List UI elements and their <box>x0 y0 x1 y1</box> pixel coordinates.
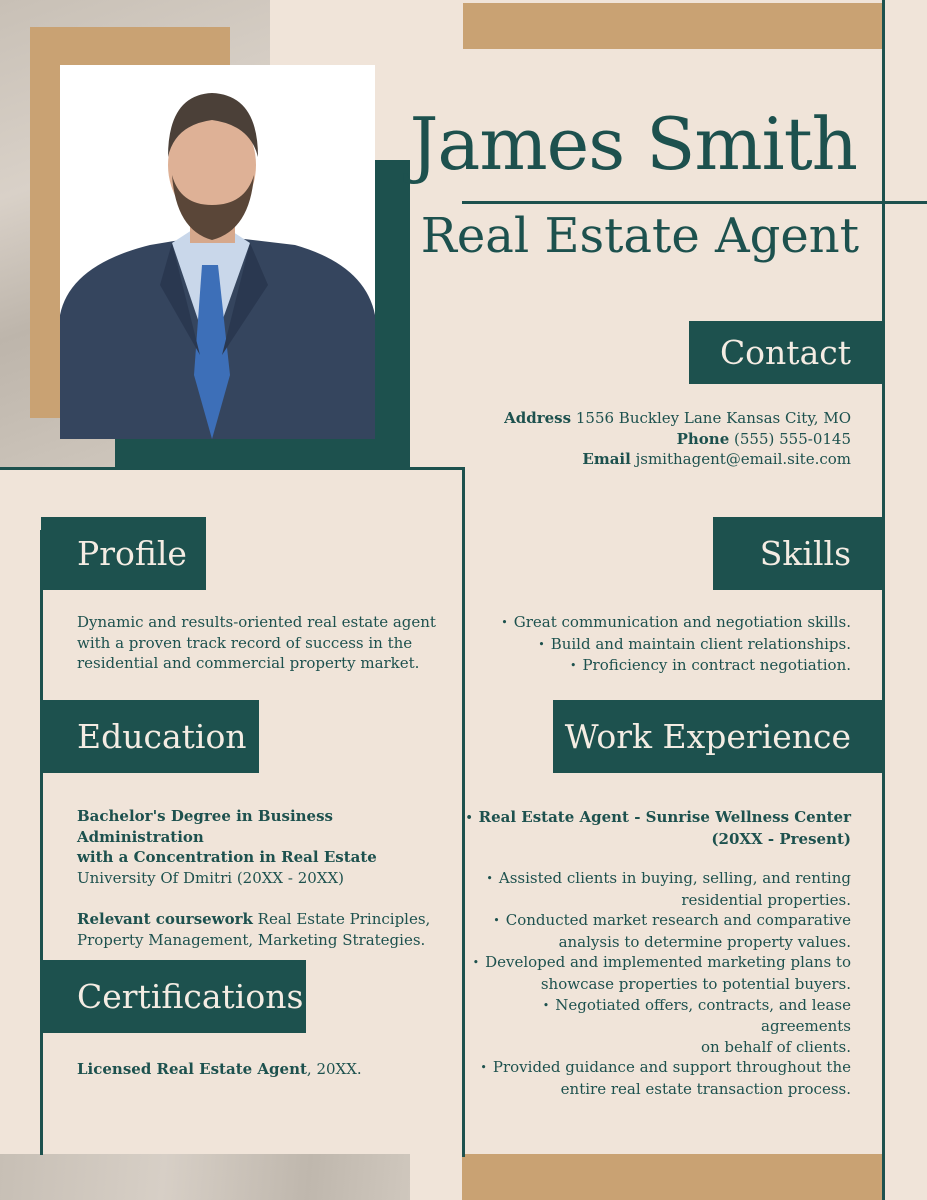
bullet-icon: • <box>465 811 473 824</box>
coursework-label: Relevant coursework <box>77 909 253 928</box>
portrait-image <box>60 65 375 439</box>
duty-text: Developed and implemented marketing plans to <box>485 953 851 972</box>
bullet-icon: • <box>486 872 493 885</box>
profile-line: Dynamic and results-oriented real estate agent <box>77 613 436 631</box>
duty-text: Provided guidance and support throughout the <box>492 1058 851 1077</box>
address-value: 1556 Buckley Lane Kansas City, MO <box>575 409 851 427</box>
duty-text: residential properties. <box>681 890 851 909</box>
list-item <box>451 910 851 952</box>
skills-heading <box>713 517 885 590</box>
list-item <box>451 952 851 994</box>
certification-name: Licensed Real Estate Agent <box>77 1060 307 1078</box>
job-title: Real Estate Agent <box>420 208 859 264</box>
role-line <box>451 807 851 829</box>
bullet-icon: • <box>472 956 480 970</box>
work-experience-heading-text: Work Experience <box>564 717 851 756</box>
degree-line: Bachelor's Degree in Business Administration <box>77 807 333 846</box>
list-item <box>471 612 851 634</box>
list-item <box>471 634 851 656</box>
duty-text: entire real estate transaction process. <box>560 1079 851 1098</box>
contact-heading <box>689 321 885 384</box>
contact-phone-row <box>451 429 851 450</box>
skill-text: Build and maintain client relationships. <box>550 634 851 653</box>
frame-line-left <box>40 530 43 1155</box>
coursework-text: Real Estate Principles, <box>252 909 431 928</box>
bullet-icon: • <box>542 998 550 1012</box>
contact-details <box>451 408 851 470</box>
contact-heading-text: Contact <box>719 333 851 372</box>
duty-text: showcase properties to potential buyers. <box>540 974 851 993</box>
profile-heading <box>41 517 206 590</box>
divider-under-name <box>462 201 927 204</box>
role-title: Real Estate Agent - Sunrise Wellness Center <box>478 808 851 826</box>
tan-accent-bar-top <box>463 3 883 49</box>
email-value[interactable]: jsmithagent@email.site.com <box>635 450 851 469</box>
bullet-icon: • <box>501 616 508 629</box>
spacer <box>77 888 447 909</box>
email-label: Email <box>582 450 631 469</box>
contact-address-row <box>451 408 851 429</box>
tan-accent-bar-bottom <box>462 1154 883 1200</box>
duty-text: Conducted market research and comparative <box>505 911 851 930</box>
certifications-heading <box>41 960 306 1033</box>
frame-line-middle <box>0 467 465 470</box>
profile-photo <box>60 65 375 439</box>
skill-text: Great communication and negotiation skills. <box>513 613 851 631</box>
list-item <box>451 868 851 910</box>
texture-background-bottom <box>0 1154 410 1200</box>
candidate-name: James Smith <box>409 102 857 186</box>
role-dates: (20XX - Present) <box>711 829 851 848</box>
contact-email-row <box>451 449 851 470</box>
education-details <box>77 806 447 950</box>
profile-line: residential and commercial property market. <box>77 654 420 673</box>
work-duties-list <box>451 868 851 1100</box>
skill-text: Proficiency in contract negotiation. <box>582 656 851 675</box>
bullet-icon: • <box>493 914 500 928</box>
list-item <box>451 1057 851 1099</box>
bullet-icon: • <box>480 1061 487 1075</box>
coursework-text: Property Management, Marketing Strategies. <box>77 930 426 949</box>
profile-summary <box>77 612 437 674</box>
frame-line-right <box>882 0 885 1200</box>
profile-heading-text: Profile <box>77 534 187 573</box>
list-item <box>471 655 851 677</box>
duty-text: on behalf of clients. <box>700 1037 851 1056</box>
bullet-icon: • <box>538 637 545 651</box>
work-experience-heading <box>553 700 885 773</box>
school-line: University Of Dmitri (20XX - 20XX) <box>77 868 345 887</box>
certification-year: , 20XX. <box>306 1060 362 1078</box>
address-label: Address <box>504 409 572 427</box>
list-item <box>451 995 851 1058</box>
profile-line: with a proven track record of success in the <box>77 633 413 652</box>
duty-text: Assisted clients in buying, selling, and renting <box>498 869 851 887</box>
coursework-row <box>77 909 447 930</box>
certifications-heading-text: Certifications <box>77 977 304 1016</box>
education-heading-text: Education <box>77 717 247 756</box>
phone-label: Phone <box>676 429 730 448</box>
education-heading <box>41 700 259 773</box>
duty-text: analysis to determine property values. <box>558 932 851 951</box>
phone-value: (555) 555-0145 <box>734 429 851 448</box>
skills-heading-text: Skills <box>759 534 851 573</box>
degree-line: with a Concentration in Real Estate <box>77 848 377 867</box>
skills-list <box>471 612 851 677</box>
work-role <box>451 807 851 849</box>
certification-entry <box>77 1059 447 1080</box>
duty-text: Negotiated offers, contracts, and lease agreements <box>555 995 851 1036</box>
bullet-icon: • <box>569 659 577 673</box>
